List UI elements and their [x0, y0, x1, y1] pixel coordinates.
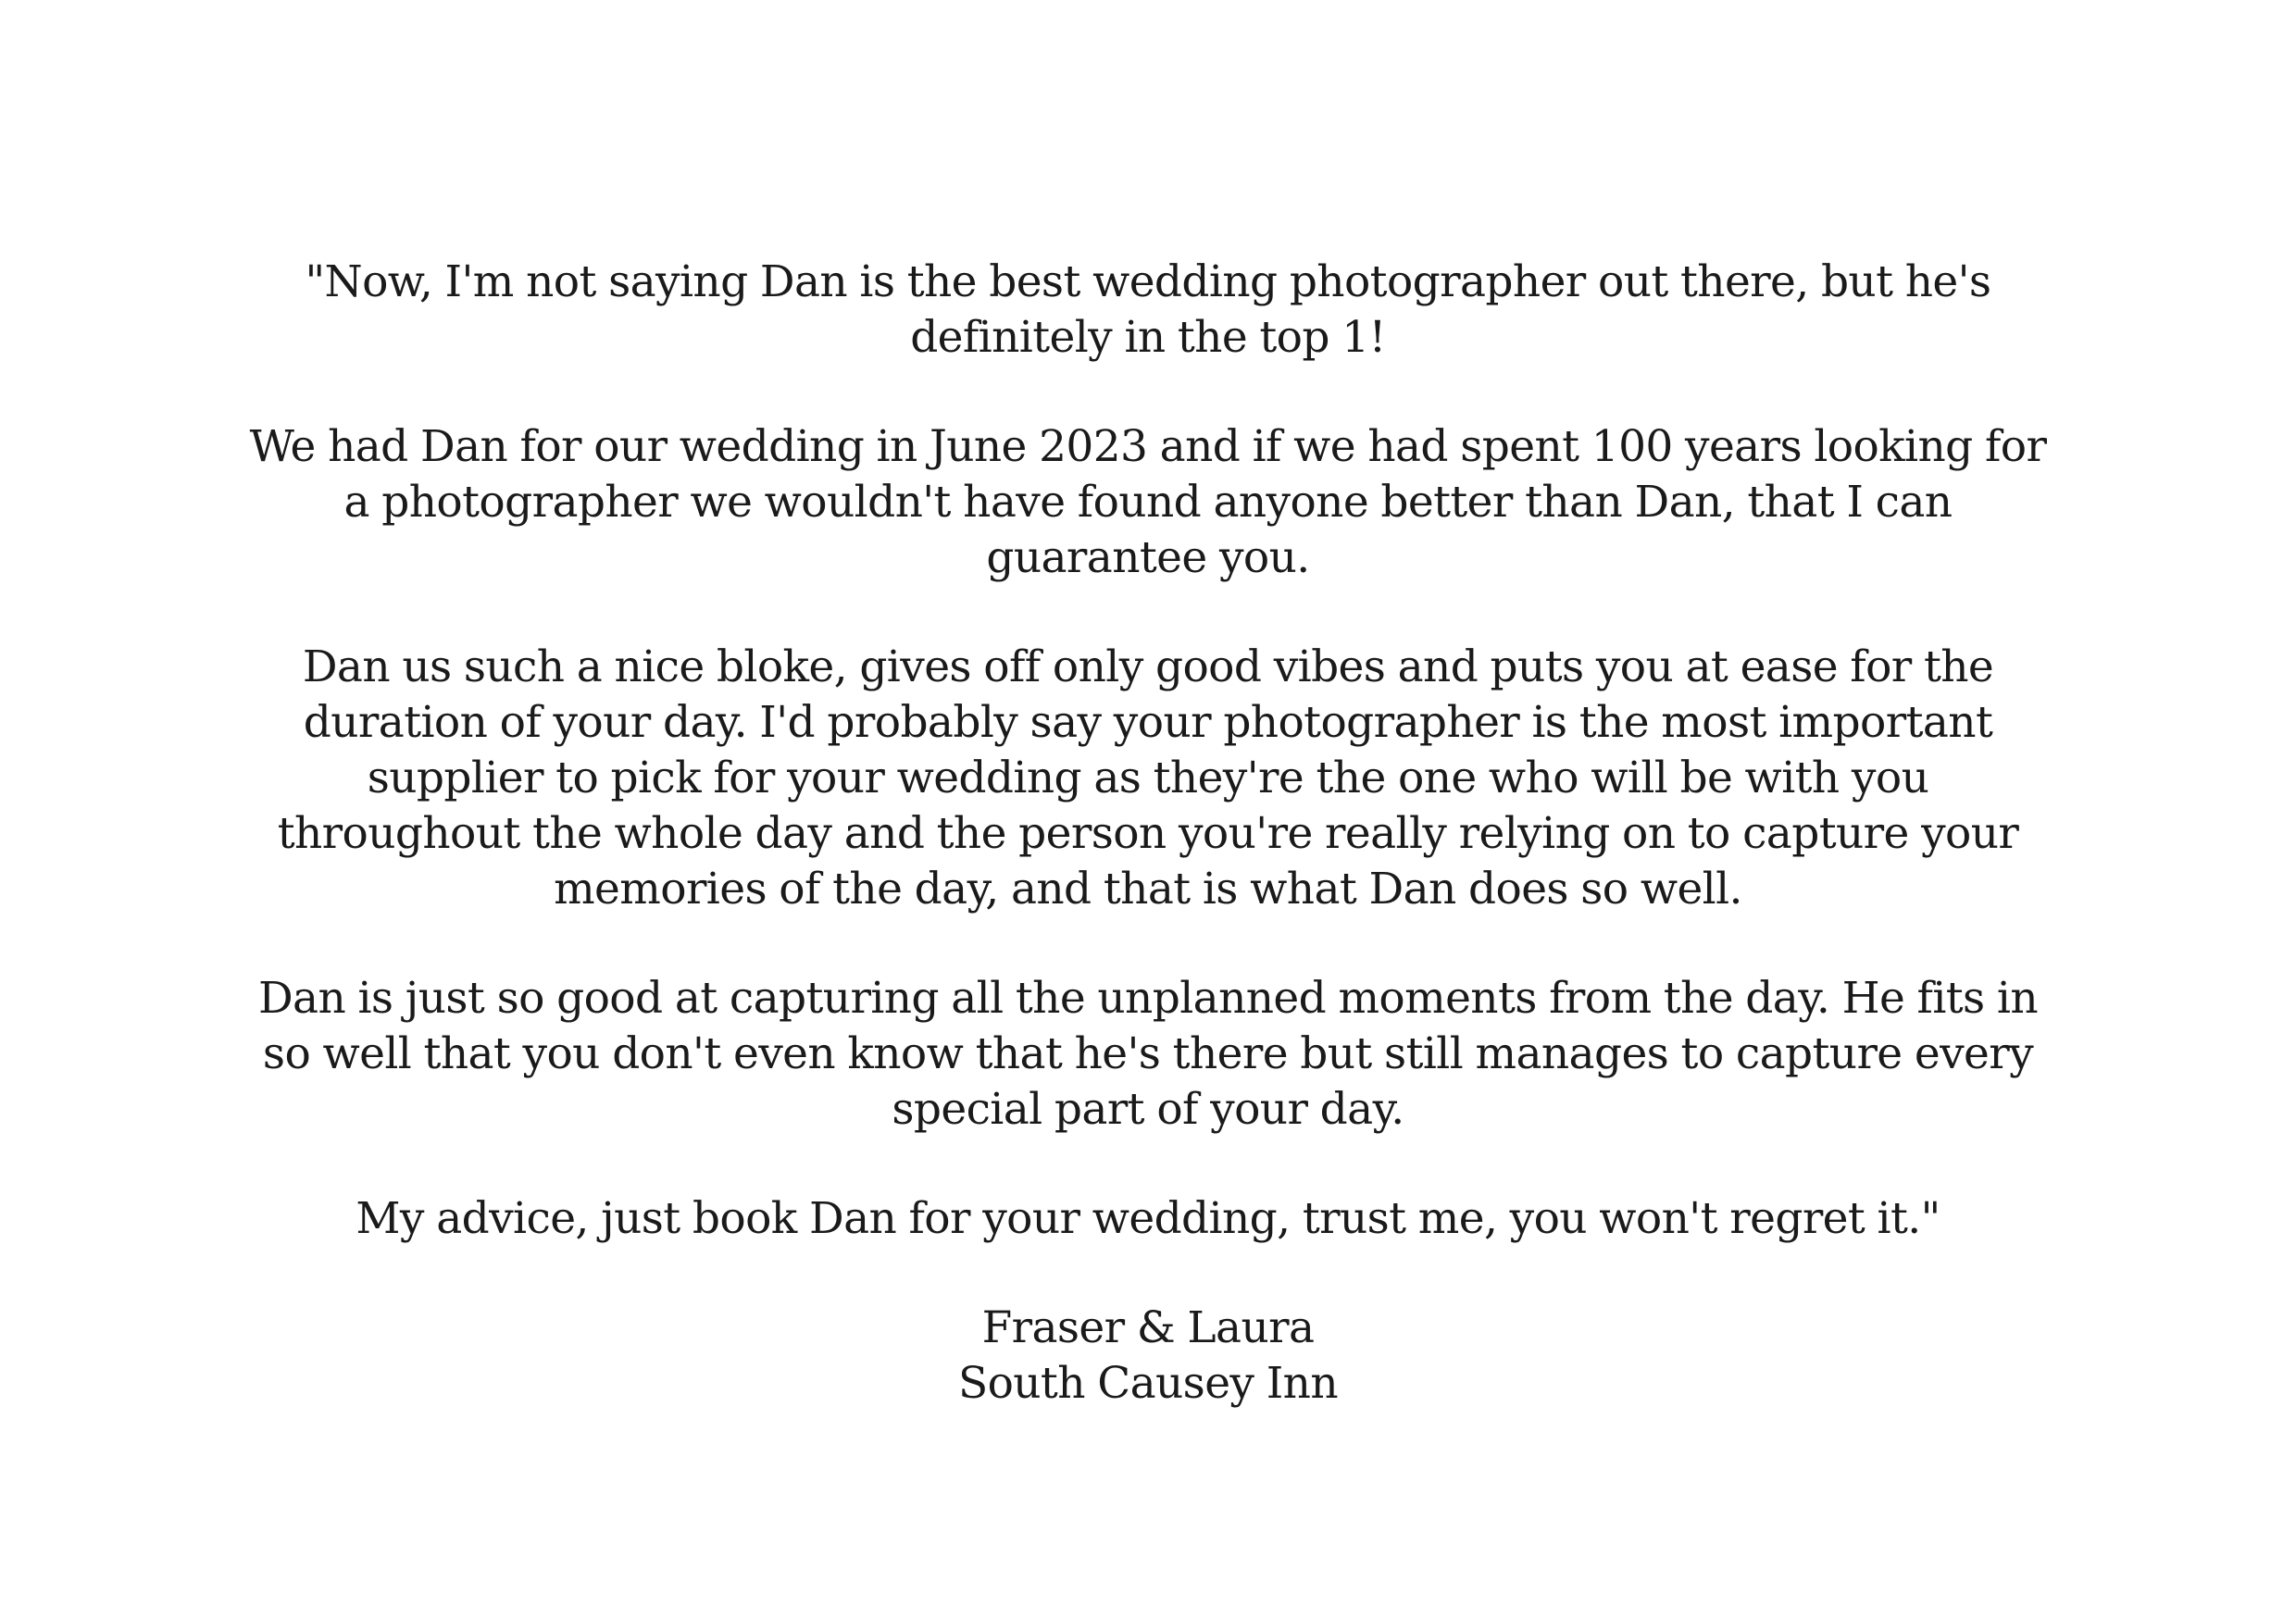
testimonial-paragraph-1: "Now, I'm not saying Dan is the best wedding photographer out there, but he's definitely in the top 1!: [305, 256, 1991, 363]
testimonial-paragraph-2: We had Dan for our wedding in June 2023 and if we had spent 100 years looking for a photographer we wouldn't have found anyone better than Dan, that I can guarantee you.: [249, 421, 2047, 583]
testimonial-paragraph-4: Dan is just so good at capturing all the unplanned moments from the day. He fits in so well that you don't even know that he's there but still manages to capture every special part of your day.: [257, 973, 2039, 1135]
testimonial-venue: South Causey Inn: [957, 1358, 1339, 1409]
testimonial-paragraph-5: My advice, just book Dan for your wedding, trust me, you won't regret it.": [356, 1193, 1940, 1244]
testimonial-signature: [241, 1301, 2055, 1412]
testimonial-paragraph-3: Dan us such a nice bloke, gives off only good vibes and puts you at ease for the duration of your day. I'd probably say your photographer is the most important supplier to pick for your wedding as they're the one who will be with you throughout the whole day and the person you're really relying on to capture your memories of the day, and that is what Dan does so well.: [277, 641, 2019, 915]
testimonial-block: [241, 255, 2055, 1412]
testimonial-author: Fraser & Laura: [981, 1302, 1315, 1353]
